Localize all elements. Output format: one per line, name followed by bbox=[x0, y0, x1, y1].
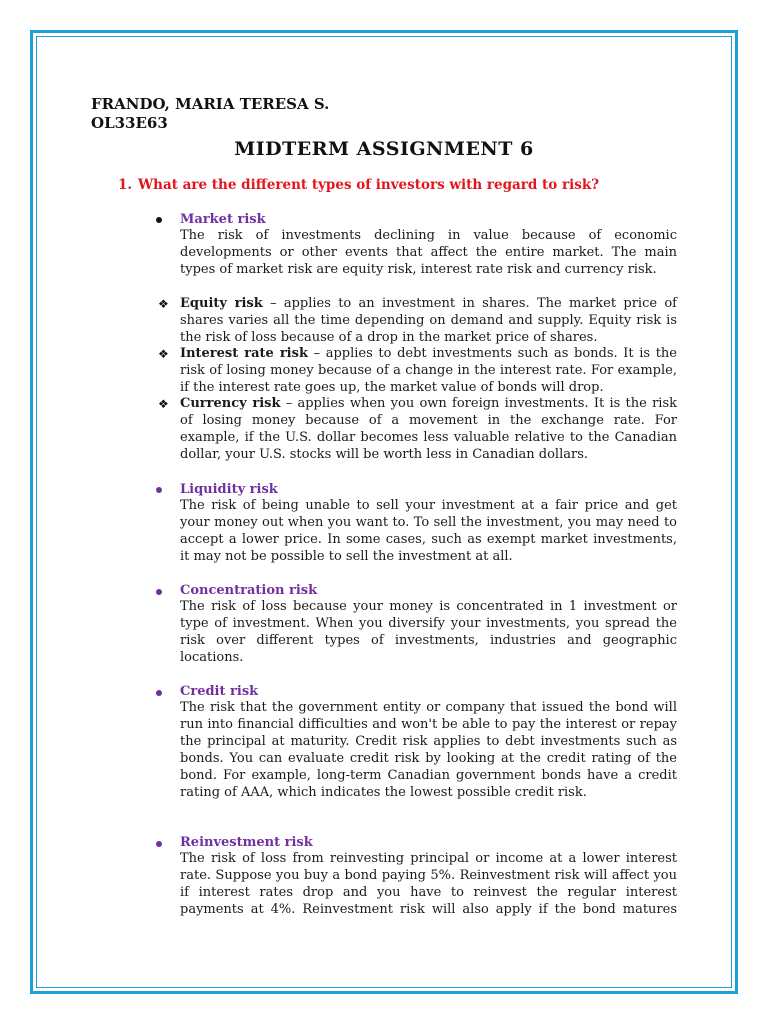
section-concentration-risk bbox=[180, 582, 677, 667]
bullet-icon bbox=[156, 841, 162, 847]
bullet-icon bbox=[156, 487, 162, 493]
section-heading: Credit risk bbox=[180, 684, 259, 699]
sub-item-term: Interest rate risk bbox=[180, 346, 308, 361]
question-number: 1. bbox=[118, 177, 133, 193]
question-text: What are the different types of investors with regard to risk? bbox=[138, 177, 600, 193]
page-title: MIDTERM ASSIGNMENT 6 bbox=[234, 138, 534, 160]
section-text: The risk of investments declining in value because of economic developments or other events that affect the entire market. The main types of market risk are equity risk, interest rate risk and currency risk. bbox=[180, 228, 677, 277]
section-text: The risk of loss from reinvesting principal or income at a lower interest rate. Suppose you buy a bond paying 5%. Reinvestment risk will affect you if interest rates drop and you have to reinvest the regular interest payments at 4%. Reinvestment risk will also apply if the bond matures bbox=[180, 851, 677, 917]
bullet-icon bbox=[156, 690, 162, 696]
section-heading: Market risk bbox=[180, 212, 266, 227]
author-code: OL33E63 bbox=[91, 114, 168, 132]
bullet-icon bbox=[156, 217, 162, 223]
section-heading: Concentration risk bbox=[180, 583, 318, 598]
question bbox=[118, 177, 599, 193]
section-market-risk bbox=[180, 211, 677, 279]
section-text: The risk of being unable to sell your investment at a fair price and get your money out when you want to. To sell the investment, you may need to accept a lower price. In some cases, such as exempt market investments, it may not be possible to sell the investment at all. bbox=[180, 498, 677, 564]
diamond-bullet-icon: ❖ bbox=[158, 347, 169, 361]
section-heading: Liquidity risk bbox=[180, 482, 278, 497]
diamond-bullet-icon: ❖ bbox=[158, 397, 169, 411]
section-reinvestment-risk bbox=[180, 834, 677, 919]
sub-item-term: Currency risk bbox=[180, 396, 281, 411]
sub-item-text: – applies to debt investments such as bonds. It is the risk of losing money because of a change in the interest rate. For example, if the interest rate goes up, the market value of bonds will drop. bbox=[180, 346, 677, 395]
bullet-icon bbox=[156, 589, 162, 595]
section-credit-risk bbox=[180, 683, 677, 801]
sub-item-text: – applies when you own foreign investments. It is the risk of losing money because of a movement in the exchange rate. For example, if the U.S. dollar becomes less valuable relative to the Canadian dollar, your U.S. stocks will be worth less in Canadian dollars. bbox=[180, 396, 678, 462]
sub-item-interest-rate-risk bbox=[180, 346, 677, 397]
section-liquidity-risk bbox=[180, 481, 677, 566]
section-text: The risk that the government entity or company that issued the bond will run into financial difficulties and won't be able to pay the interest or repay the principal at maturity. Credit risk applies to debt investments such as bonds. You can evaluate credit risk by looking at the credit rating of the bond. For example, long-term Canadian government bonds have a credit rating of AAA, which indicates the lowest possible credit risk. bbox=[180, 700, 677, 800]
section-text: The risk of loss because your money is concentrated in 1 investment or type of investment. When you diversify your investments, you spread the risk over different types of investments, industries and geographic locations. bbox=[180, 599, 677, 665]
author-block bbox=[91, 95, 329, 133]
section-heading: Reinvestment risk bbox=[180, 835, 313, 850]
sub-item-text: – applies to an investment in shares. The market price of shares varies all the time depending on demand and supply. Equity risk is the risk of loss because of a drop in the market price of shares. bbox=[180, 296, 677, 345]
sub-item-currency-risk bbox=[180, 396, 677, 464]
diamond-bullet-icon: ❖ bbox=[158, 297, 169, 311]
author-name: FRANDO, MARIA TERESA S. bbox=[91, 95, 330, 113]
sub-item-term: Equity risk bbox=[180, 296, 263, 311]
sub-item-equity-risk bbox=[180, 296, 677, 347]
